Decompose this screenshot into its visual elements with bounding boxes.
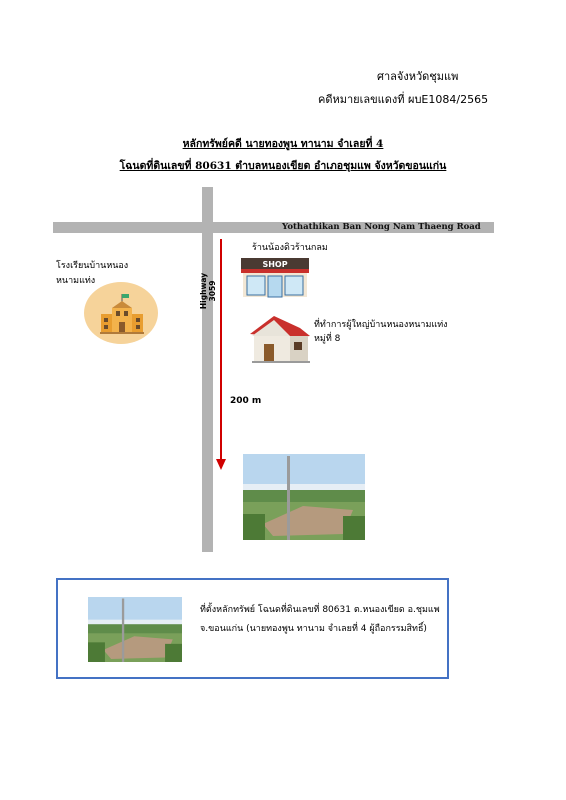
village-office-label: ที่ทำการผู้ใหญ่บ้านหนองหนามแท่ง หมู่ที่ 8 [314,320,448,344]
highway-label: Highway 3059 [199,272,217,310]
land-photo [243,454,365,540]
land-photo-thumbnail [88,597,182,662]
shop-label: ร้านน้องดิวร้านกลม [252,243,328,253]
school-label: โรงเรียนบ้านหนองหนามแท่ง [56,261,129,286]
house-icon [248,314,312,364]
vertical-road [202,187,213,552]
direction-arrow-head-icon [216,459,226,470]
distance-label: 200 m [230,396,262,406]
shop-icon [241,258,309,298]
court-name: ศาลจังหวัดชุมแพ [377,70,459,83]
property-info-text: ที่ตั้งหลักทรัพย์ โฉนดที่ดินเลขที่ 80631 ต.หนองเขียด อ.ชุมแพ จ.ขอนแก่น (นายทองพูน ทานาม จำเลยที่ 4 ผู้ถือกรรมสิทธิ์) [200,605,440,634]
direction-arrow-line [220,239,222,461]
document-title: หลักทรัพย์คดี นายทองพูน ทานาม จำเลยที่ 4 [182,138,384,150]
shop-sign-text: SHOP [262,260,288,269]
case-number: คดีหมายเลขแดงที่ ผบE1084/2565 [318,93,489,106]
road-name-label: Yothathikan Ban Nong Nam Thaeng Road [282,222,481,232]
school-building-icon [98,292,146,336]
document-subtitle: โฉนดที่ดินเลขที่ 80631 ตำบลหนองเขียด อำเภอชุมแพ จังหวัดขอนแก่น [119,160,447,172]
